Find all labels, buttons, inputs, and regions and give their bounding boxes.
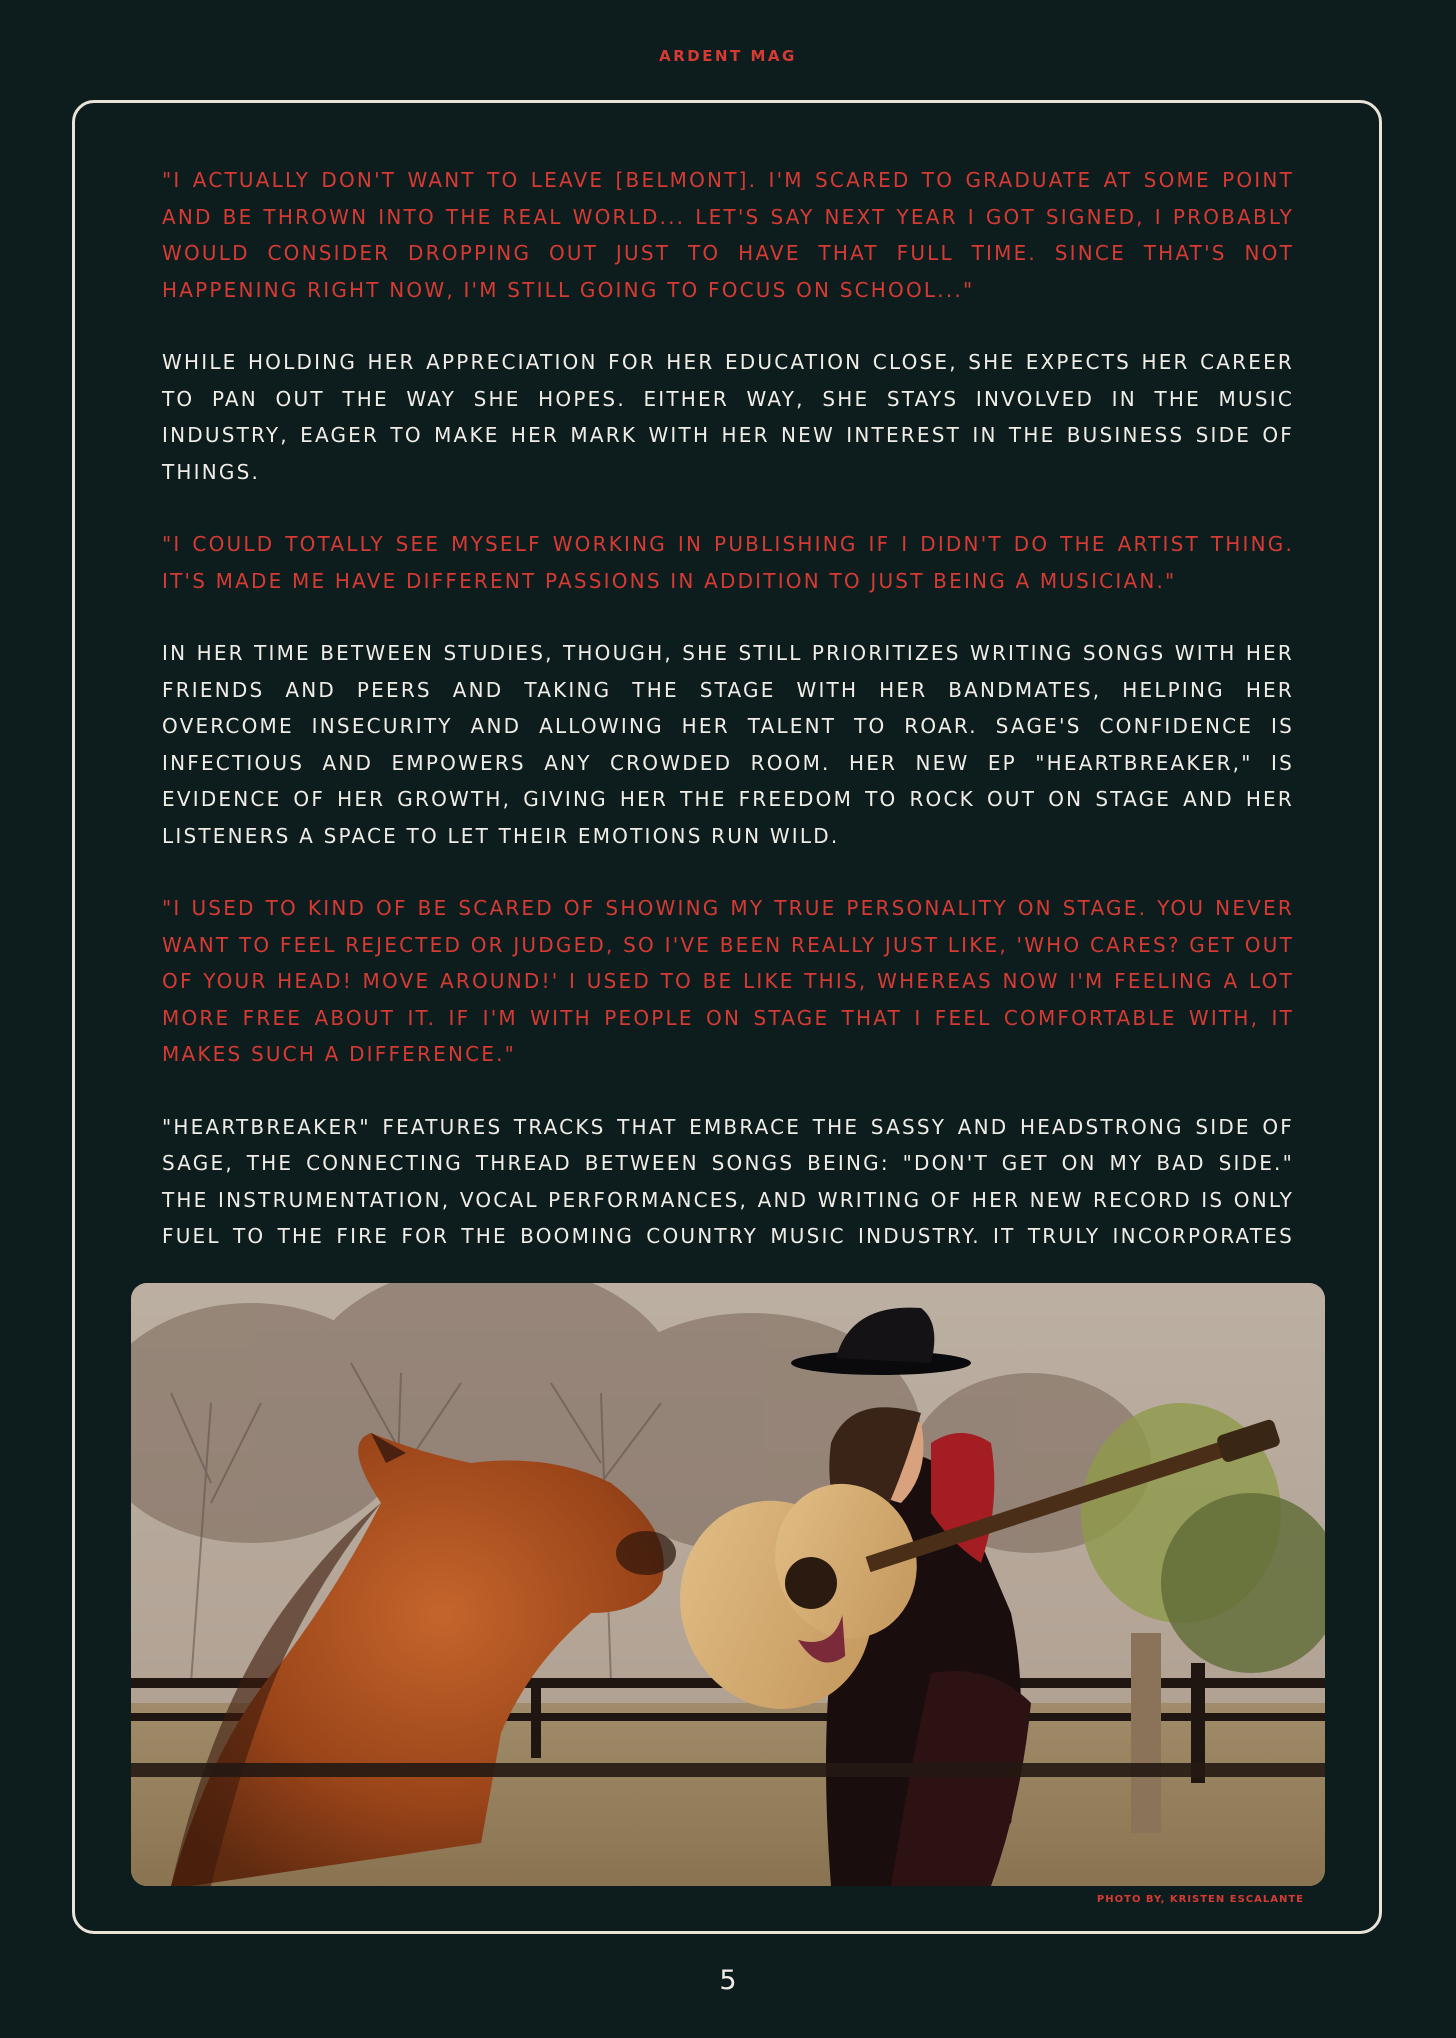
page-number: 5 bbox=[719, 1965, 737, 1996]
photo-credit: PHOTO BY, KRISTEN ESCALANTE bbox=[1096, 1894, 1304, 1905]
pull-quote: "I USED TO KIND OF BE SCARED OF SHOWING MY TRUE PERSONALITY ON STAGE. YOU NEVER WANT TO FEEL REJECTED OR JUDGED, SO I'VE BEEN REALLY JUST LIKE, 'WHO CARES? GET OUT OF YOUR HEAD! MOVE AROUND!' I USED TO BE LIKE THIS, WHEREAS NOW I'M FEELING A LOT MORE FREE ABOUT IT. IF I'M WITH PEOPLE ON STAGE THAT I FEEL COMFORTABLE WITH, IT MAKES SUCH A DIFFERENCE." bbox=[162, 896, 1294, 1066]
pull-quote: "I COULD TOTALLY SEE MYSELF WORKING IN PUBLISHING IF I DIDN'T DO THE ARTIST THING. IT'S MADE ME HAVE DIFFERENT PASSIONS IN ADDITION TO JUST BEING A MUSICIAN." bbox=[162, 532, 1294, 593]
body-paragraph: "HEARTBREAKER" FEATURES TRACKS THAT EMBRACE THE SASSY AND HEADSTRONG SIDE OF SAGE, THE CONNECTING THREAD BETWEEN SONGS BEING: "DON'T GET ON MY BAD SIDE." THE INSTRUMENTATION, VOCAL PERFORMANCES, AND WRITING OF HER NEW RECORD IS ONLY FUEL TO THE FIRE FOR THE BOOMING COUNTRY MUSIC INDUSTRY. IT TRULY INCORPORATES bbox=[162, 1114, 1294, 1248]
body-paragraph: IN HER TIME BETWEEN STUDIES, THOUGH, SHE STILL PRIORITIZES WRITING SONGS WITH HER FRIENDS AND PEERS AND TAKING THE STAGE WITH HER BANDMATES, HELPING HER OVERCOME INSECURITY AND ALLOWING HER TALENT TO ROAR. SAGE'S CONFIDENCE IS INFECTIOUS AND EMPOWERS ANY CROWDED ROOM. HER NEW EP "HEARTBREAKER," IS EVIDENCE OF HER GROWTH, GIVING HER THE FREEDOM TO ROCK OUT ON STAGE AND HER LISTENERS A SPACE TO LET THEIR EMOTIONS RUN WILD. bbox=[162, 641, 1294, 848]
article-body bbox=[162, 162, 1294, 1255]
feature-photo bbox=[131, 1283, 1325, 1886]
body-paragraph: WHILE HOLDING HER APPRECIATION FOR HER EDUCATION CLOSE, SHE EXPECTS HER CAREER TO PAN OUT THE WAY SHE HOPES. EITHER WAY, SHE STAYS INVOLVED IN THE MUSIC INDUSTRY, EAGER TO MAKE HER MARK WITH HER NEW INTEREST IN THE BUSINESS SIDE OF THINGS. bbox=[162, 350, 1294, 484]
masthead: ARDENT MAG bbox=[659, 47, 797, 65]
pull-quote: "I ACTUALLY DON'T WANT TO LEAVE [BELMONT]. I'M SCARED TO GRADUATE AT SOME POINT AND BE THROWN INTO THE REAL WORLD... LET'S SAY NEXT YEAR I GOT SIGNED, I PROBABLY WOULD CONSIDER DROPPING OUT JUST TO HAVE THAT FULL TIME. SINCE THAT'S NOT HAPPENING RIGHT NOW, I'M STILL GOING TO FOCUS ON SCHOOL..." bbox=[162, 168, 1294, 302]
